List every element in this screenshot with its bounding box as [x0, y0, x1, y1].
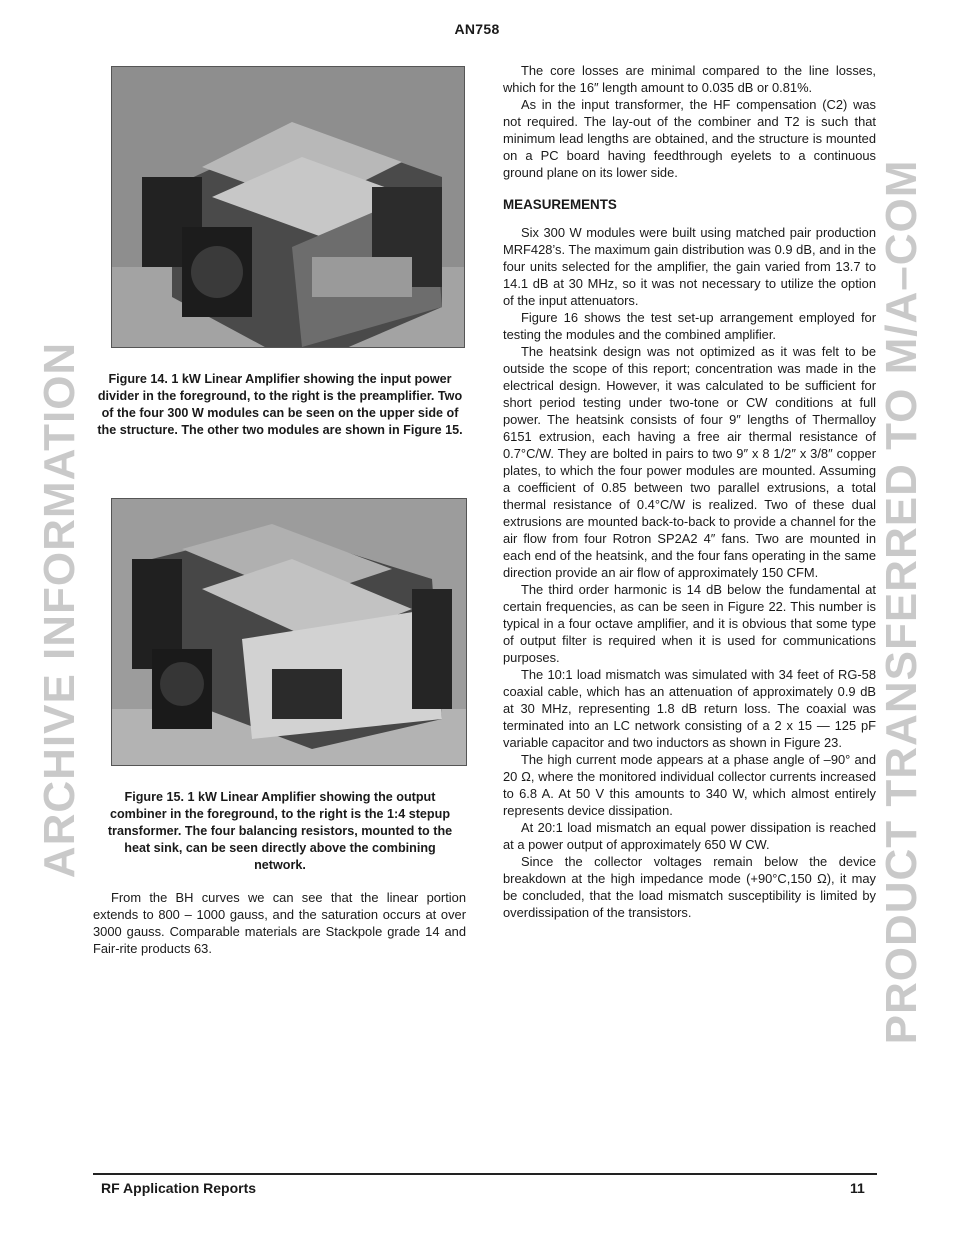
high-current-paragraph: The high current mode appears at a phase angle of –90° and 20 Ω, where the monitored individual collector currents increased to 6.8 A. At 50 V this amounts to 340 W, which almost entirely represents device dissipation. [503, 752, 876, 818]
twenty-to-one-paragraph: At 20:1 load mismatch an equal power dissipation is reached at a power output of approximately 650 W CW. [503, 820, 876, 852]
core-losses-paragraph: The core losses are minimal compared to the line losses, which for the 16″ length amount to 0.035 dB or 0.81%. [503, 63, 876, 95]
figure-14-caption: Figure 14. 1 kW Linear Amplifier showing the input power divider in the foreground, to the right is the preamplifier. Two of the four 300 W modules can be seen on the upper side of the structure. The other two modules are shown in Figure 15. [97, 372, 463, 437]
conclusion-paragraph: Since the collector voltages remain below the device breakdown at the high impedance mode (+90°C,150 Ω), it may be concluded, that the load mismatch susceptibility is limited by overdissipation of the transistors. [503, 854, 876, 920]
measurements-heading: MEASUREMENTS [503, 197, 617, 212]
load-mismatch-paragraph: The 10:1 load mismatch was simulated with 34 feet of RG-58 coaxial cable, which has an attenuation of approximately 0.9 dB at 30 MHz, representing 1.8 dB return loss. The coaxial was terminated into an LC network consisting of a 2 x 15 — 125 pF variable capacitor and two inductors as shown in Figure 23. [503, 667, 876, 750]
footer-title: RF Application Reports [101, 1180, 257, 1196]
left-column [93, 889, 466, 957]
right-column-intro [503, 62, 876, 181]
compensation-paragraph: As in the input transformer, the HF compensation (C2) was not required. The lay-out of the combiner and T2 is such that minimum lead lengths are obtained, and the structure is mounted on a PC board having feedthrough eyelets to a continuous ground plane on its lower side. [503, 97, 876, 180]
figure-15-photo [111, 498, 467, 766]
page-number: 11 [850, 1180, 865, 1196]
measurements-body [503, 224, 876, 921]
test-setup-paragraph: Figure 16 shows the test set-up arrangement employed for testing the modules and the combined amplifier. [503, 310, 876, 342]
document-id: AN758 [454, 21, 500, 37]
heatsink-paragraph: The heatsink design was not optimized as it was felt to be outside the scope of this report; concentration was made in the electrical design. However, it was calculated to be sufficient for short period testing under two-tone or CW conditions at full power. The heatsink consists of four 9″ lengths of Thermalloy 6151 extrusion, each having a free air thermal resistance of 0.7°C/W. They are bolted in pairs to two 9″ x 8 1/2″ x 3/8″ copper plates, to which the four power modules are mounted. Assuming a coefficient of 0.85 between two parallel extrusions, a total thermal resistance of 0.4°C/W is realized. Two of these dual extrusions are mounted back-to-back to provide a channel for the air flow from four Rotron SP2A2 4″ fans. Two are mounted in each end of the heatsink, and the four fans operating in the same direction provide an air flow of approximately 150 CFM. [503, 344, 876, 580]
footer-rule [93, 1173, 877, 1175]
harmonic-paragraph: The third order harmonic is 14 dB below the fundamental at certain frequencies, as can be seen in Figure 22. This number is typical in a four octave amplifier, and it is obvious that some type of output filter is required when it is used for communications purposes. [503, 582, 876, 665]
transfer-watermark: PRODUCT TRANSFERRED TO M/A–COM [877, 159, 926, 1045]
figure-14-photo [111, 66, 465, 348]
archive-watermark: ARCHIVE INFORMATION [35, 341, 84, 879]
bh-curves-paragraph: From the BH curves we can see that the linear portion extends to 800 – 1000 gauss, and the saturation occurs at over 3000 gauss. Comparable materials are Stackpole grade 14 and Fair-rite products 63. [93, 890, 466, 956]
modules-paragraph: Six 300 W modules were built using matched pair production MRF428’s. The maximum gain distribution was 0.9 dB, and in the four units selected for the amplifier, the gain varied from 13.7 to 14.1 dB at 30 MHz, so it was not necessary to utilize the option of the input attenuators. [503, 225, 876, 308]
figure-15-caption: Figure 15. 1 kW Linear Amplifier showing the output combiner in the foreground, to the right is the 1:4 stepup transformer. The four balancing resistors, mounted to the heat sink, can be seen directly above the combining network. [107, 790, 453, 872]
